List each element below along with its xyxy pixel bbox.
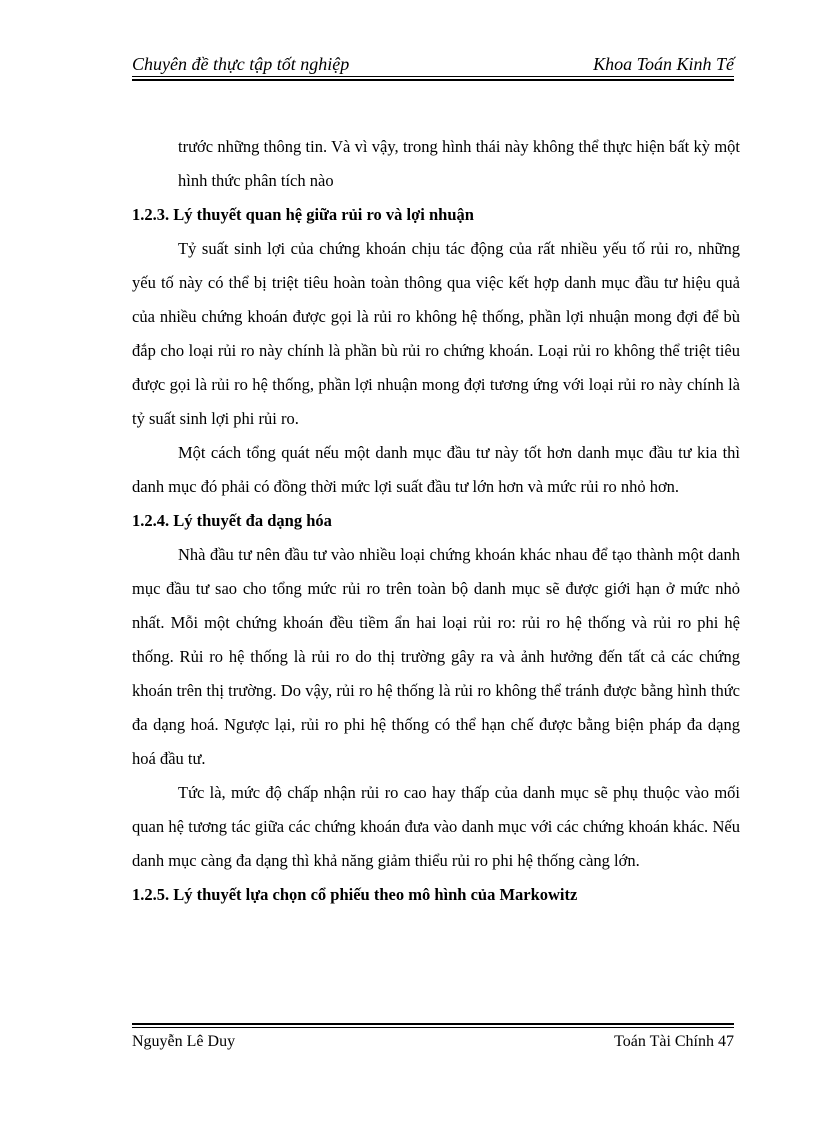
header-rule-thick bbox=[132, 79, 734, 81]
paragraph: Một cách tổng quát nếu một danh mục đầu tư này tốt hơn danh mục đầu tư kia thì danh mục đó phải có đồng thời mức lợi suất đầu tư lớn hơn và mức rủi ro nhỏ hơn. bbox=[132, 443, 740, 496]
page-header bbox=[132, 52, 734, 78]
section-heading-1-2-3: 1.2.3. Lý thuyết quan hệ giữa rủi ro và lợi nhuận bbox=[132, 205, 474, 224]
paragraph: Tức là, mức độ chấp nhận rủi ro cao hay thấp của danh mục sẽ phụ thuộc vào mối quan hệ tương tác giữa các chứng khoán đưa vào danh mục với các chứng khoán khác. Nếu danh mục càng đa dạng thì khả năng giảm thiểu rủi ro phi hệ thống càng lớn. bbox=[132, 783, 740, 870]
header-rule-thin bbox=[132, 76, 734, 77]
paragraph-continued: trước những thông tin. Và vì vậy, trong hình thái này không thể thực hiện bất kỳ một hình thức phân tích nào bbox=[178, 137, 740, 190]
paragraph: Tỷ suất sinh lợi của chứng khoán chịu tác động của rất nhiều yếu tố rủi ro, những yếu tố này có thể bị triệt tiêu hoàn toàn thông qua việc kết hợp danh mục đầu tư hiệu quả của nhiều chứng khoán được gọi là rủi ro không hệ thống, phần lợi nhuận mong đợi để bù đắp cho loại rủi ro này chính là phần bù rủi ro chứng khoán. Loại rủi ro không thể triệt tiêu được gọi là rủi ro hệ thống, phần lợi nhuận mong đợi tương ứng với loại rủi ro này chính là tỷ suất sinh lợi phi rủi ro. bbox=[132, 239, 740, 428]
header-title: Chuyên đề thực tập tốt nghiệp bbox=[132, 54, 350, 74]
section-heading-1-2-5: 1.2.5. Lý thuyết lựa chọn cổ phiếu theo mô hình của Markowitz bbox=[132, 885, 578, 904]
footer-author: Nguyễn Lê Duy bbox=[132, 1033, 236, 1050]
footer-rule-thick bbox=[132, 1023, 734, 1025]
page-footer bbox=[132, 1031, 734, 1055]
footer-class: Toán Tài Chính 47 bbox=[614, 1033, 734, 1050]
page-body bbox=[132, 130, 740, 912]
paragraph: Nhà đầu tư nên đầu tư vào nhiều loại chứng khoán khác nhau để tạo thành một danh mục đầu tư sao cho tổng mức rủi ro trên toàn bộ danh mục sẽ được giới hạn ở mức nhỏ nhất. Mỗi một chứng khoán đều tiềm ẩn hai loại rủi ro: rủi ro hệ thống và rủi ro phi hệ thống. Rủi ro hệ thống là rủi ro do thị trường gây ra và ảnh hưởng đến tất cả các chứng khoán trên thị trường. Do vậy, rủi ro hệ thống là rủi ro không thể tránh được bằng hình thức đa dạng hoá. Ngược lại, rủi ro phi hệ thống có thể hạn chế được bằng biện pháp đa dạng hoá đầu tư. bbox=[132, 545, 740, 768]
header-department: Khoa Toán Kinh Tế bbox=[593, 54, 734, 74]
footer-rule-thin bbox=[132, 1027, 734, 1028]
section-heading-1-2-4: 1.2.4. Lý thuyết đa dạng hóa bbox=[132, 511, 332, 530]
